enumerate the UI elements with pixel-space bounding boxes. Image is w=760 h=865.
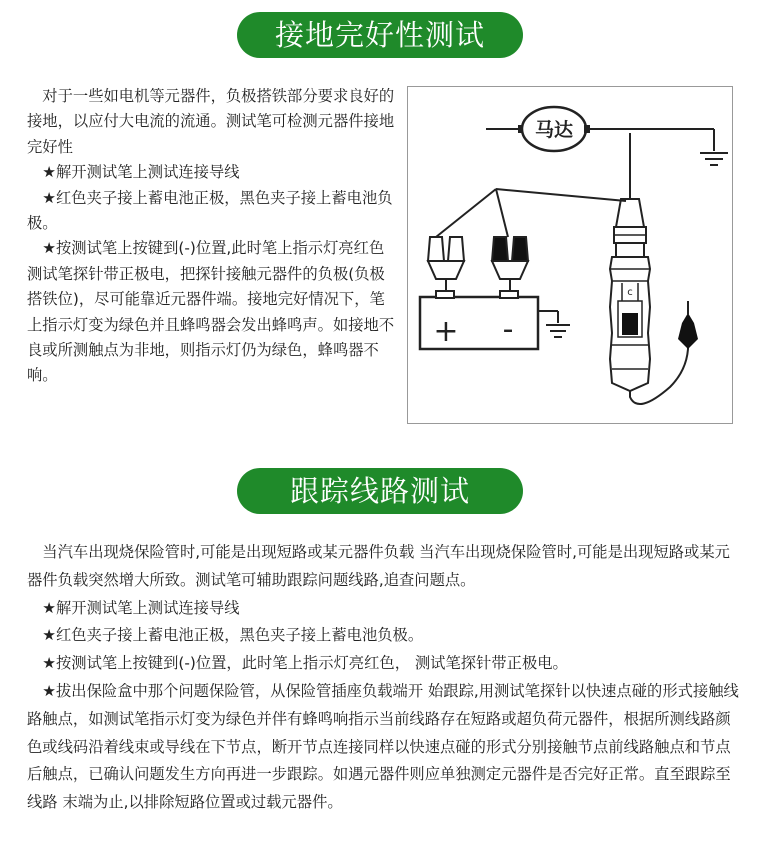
trace-test-step-4: ★拔出保险盒中那个问题保险管，从保险管插座负载端开 始跟踪,用测试笔探针以快速点碰的形式接触线路触点，如测试笔指示灯变为绿色并伴有蜂鸣响指示当前线路存在短路或超负荷元器件，根据所测线路颜色或线码沿着线束或导线在下节点，断开节点连接同样以快速点碰的形式分别接触节点前线路触点和节点后触点，已确认问题发生方向再进一步跟踪。如遇元器件则应单独测定元器件是否完好正常。直至跟踪至线路 末端为止,以排除短路位置或过载元器件。 bbox=[27, 681, 739, 812]
ground-symbol bbox=[700, 153, 728, 165]
trace-test-text bbox=[27, 539, 739, 817]
ground-test-step-1: ★解开测试笔上测试连接导线 bbox=[42, 163, 240, 182]
red-clip bbox=[428, 237, 464, 295]
pen-c-label: c bbox=[627, 287, 633, 298]
ground-test-step-2: ★红色夹子接上蓄电池正极，黑色夹子接上蓄电池负极。 bbox=[27, 188, 393, 233]
black-clip bbox=[492, 237, 528, 295]
ground-test-intro: 对于一些如电机等元器件，负极搭铁部分要求良好的接地，以应付大电流的流通。测试笔可检测元器件接地完好性 bbox=[27, 87, 395, 156]
section-title-ground-test: 接地完好性测试 bbox=[237, 12, 523, 58]
trace-test-step-3: ★按测试笔上按键到(-)位置，此时笔上指示灯亮红色， 测试笔探针带正极电。 bbox=[42, 654, 568, 673]
battery-minus-label: - bbox=[502, 312, 514, 347]
trace-test-intro: 当汽车出现烧保险管时,可能是出现短路或某元器件负载 当汽车出现烧保险管时,可能是出现短路或某元器件负载突然增大所致。测试笔可辅助跟踪问题线路,追查问题点。 bbox=[27, 543, 730, 589]
battery-ground-symbol bbox=[546, 325, 570, 337]
trace-test-step-1: ★解开测试笔上测试连接导线 bbox=[42, 598, 240, 617]
ground-test-diagram bbox=[407, 86, 733, 424]
motor-label: 马达 bbox=[534, 119, 574, 141]
trace-test-step-2: ★红色夹子接上蓄电池正极，黑色夹子接上蓄电池负极。 bbox=[42, 626, 424, 645]
pen-indicator bbox=[622, 313, 638, 335]
section-title-trace-test: 跟踪线路测试 bbox=[237, 468, 523, 514]
black-clip-right bbox=[678, 313, 698, 349]
ground-test-step-3: ★按测试笔上按键到(-)位置,此时笔上指示灯亮红色测试笔探针带正极电，把探针接触元器件的负极(负极搭铁位)，尽可能靠近元器件端。接地完好情况下，笔上指示灯变为绿色并且蜂鸣器会发出蜂鸣声。如接地不良或所测触点为非地，则指示灯仍为绿色，蜂鸣器不响。 bbox=[27, 239, 395, 385]
ground-test-text bbox=[27, 84, 399, 389]
battery-plus-label: + bbox=[433, 314, 459, 349]
